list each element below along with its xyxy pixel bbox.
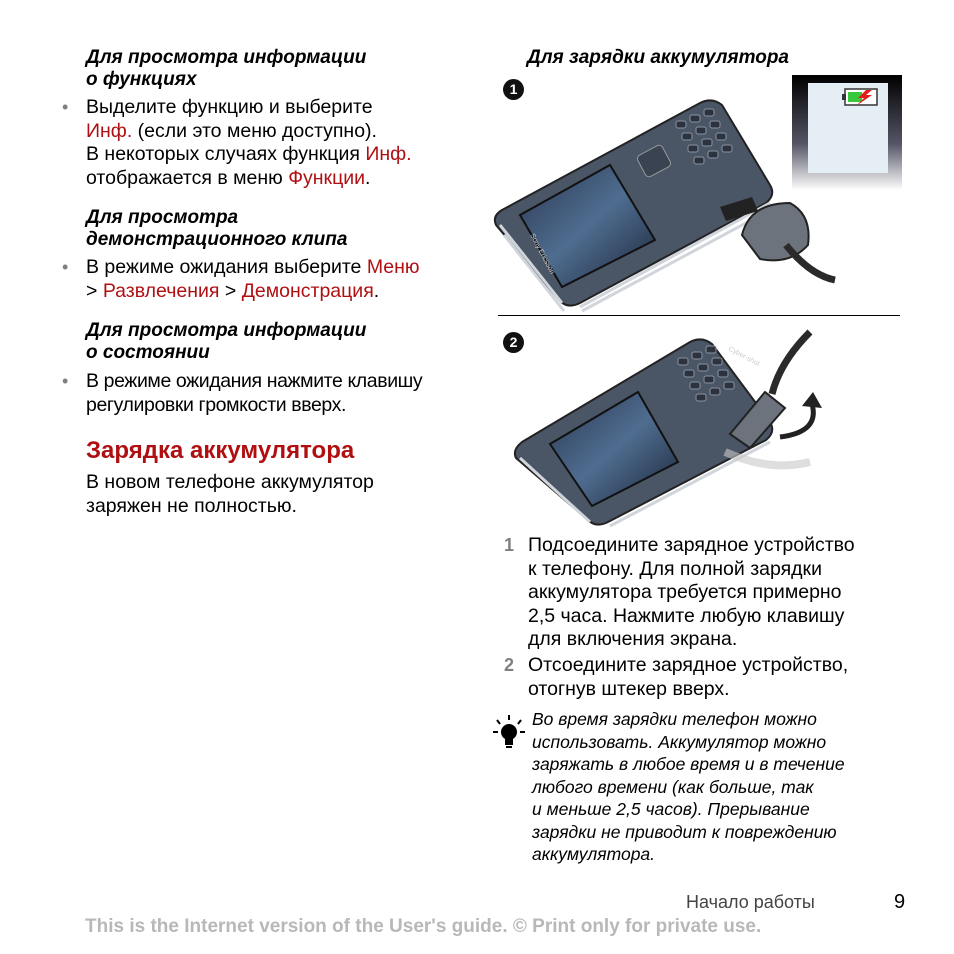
bullet-text-demo-clip: В режиме ожидания выберите Меню > Развлечения > Демонстрация. (86, 256, 420, 302)
divider (498, 315, 900, 316)
subheading-status-info: Для просмотра информации о состоянии (86, 320, 367, 363)
subheading-charging: Для зарядки аккумулятора (527, 47, 790, 68)
step-number-1: 1 (504, 535, 515, 555)
bullet-text-status-info: В режиме ожидания нажмите клавишу регулировки громкости вверх. (86, 370, 423, 416)
link-menu[interactable]: Меню (366, 256, 420, 278)
link-functions[interactable]: Функции (288, 166, 366, 189)
tip-text: Во время зарядки телефон можно использовать. Аккумулятор можно заряжать в любое время и в течение любого времени (как больше, так и меньше 2,5 часов). Прерывание зарядки не приводит к повреждению аккумулятора. (532, 709, 845, 864)
link-demo[interactable]: Демонстрация (241, 279, 374, 302)
illustration-connect-charger (490, 75, 902, 315)
link-info-2[interactable]: Инф. (365, 143, 412, 165)
step-number-2: 2 (504, 655, 515, 675)
link-info[interactable]: Инф. (86, 119, 133, 142)
charger-plug-illustration (720, 197, 835, 280)
step-text-2: Отсоедините зарядное устройство, отогнув штекер вверх. (528, 654, 849, 700)
bullet-icon: • (62, 257, 69, 277)
subheading-demo-clip: Для просмотра демонстрационного клипа (86, 207, 348, 250)
bullet-icon: • (62, 371, 69, 391)
illustration-disconnect-charger (510, 322, 890, 532)
step-badge-1: 1 (503, 79, 524, 100)
section-paragraph: В новом телефоне аккумулятор заряжен не полностью. (86, 471, 374, 517)
footer-notice: This is the Internet version of the User's guide. © Print only for private use. (85, 916, 762, 937)
bullet-icon: • (62, 97, 69, 117)
lightbulb-tip-icon (493, 714, 525, 750)
bullet-text-function-info: Выделите функцию и выберите Инф. (если это меню доступно). В некоторых случаях функция Инф. отображается в меню Функции. (86, 96, 412, 189)
subheading-function-info: Для просмотра информации о функциях (86, 47, 367, 90)
section-title: Зарядка аккумулятора (86, 437, 355, 464)
phone-brand-label: Sony Ericsson (528, 232, 556, 276)
step-badge-2: 2 (503, 332, 524, 353)
phone-model-label: Cyber-shot (727, 345, 761, 368)
footer-section-name: Начало работы (686, 892, 815, 912)
link-entertainment[interactable]: Развлечения (102, 279, 220, 302)
page-number: 9 (894, 891, 906, 913)
battery-indicator-illustration (792, 75, 902, 190)
step-text-1: Подсоедините зарядное устройство к телефону. Для полной зарядки аккумулятора требуется примерно 2,5 часа. Нажмите любую клавишу для включения экрана. (528, 534, 855, 650)
